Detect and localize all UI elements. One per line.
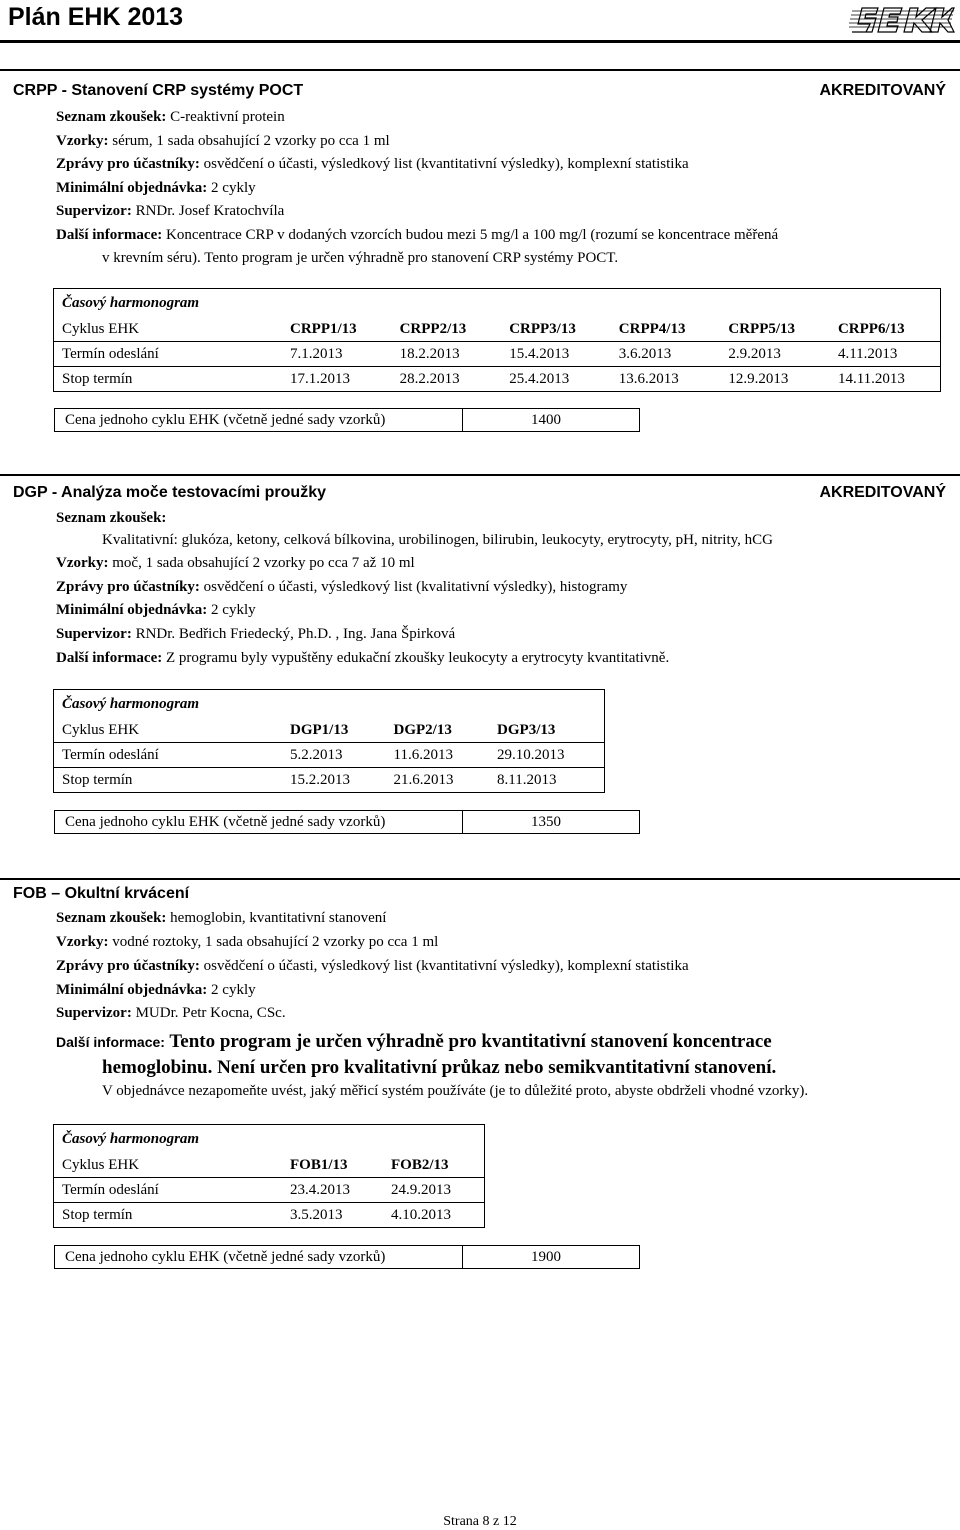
send-label: Termín odeslání [54,1178,282,1203]
cycle-cell: CRPP1/13 [282,317,392,342]
price-box-crpp [54,408,640,432]
page-title: Plán EHK 2013 [8,3,184,31]
header-divider [0,40,960,43]
crpp-min-order: Minimální objednávka: 2 cykly [56,180,256,196]
cycle-cell: CRPP4/13 [611,317,721,342]
cycle-cell: FOB1/13 [282,1153,383,1178]
send-cell: 5.2.2013 [282,743,386,768]
fob-min-order: Minimální objednávka: 2 cykly [56,982,256,998]
send-label: Termín odeslání [54,743,282,768]
send-cell: 2.9.2013 [720,342,830,367]
accredited-badge: AKREDITOVANÝ [819,484,946,501]
dgp-samples: Vzorky: moč, 1 sada obsahující 2 vzorky po cca 7 až 10 ml [56,555,415,571]
cycle-cell: CRPP2/13 [392,317,502,342]
send-cell: 15.4.2013 [501,342,611,367]
send-cell: 24.9.2013 [383,1178,484,1203]
stop-cell: 21.6.2013 [393,771,454,788]
fob-reports: Zprávy pro účastníky: osvědčení o účasti, výsledkový list (kvantitativní výsledky), komplexní statistika [56,958,689,974]
fob-samples: Vzorky: vodné roztoky, 1 sada obsahující 2 vzorky po cca 1 ml [56,934,439,950]
stop-cell: 13.6.2013 [618,370,679,387]
fob-info: Další informace: Tento program je určen výhradně pro kvantitativní stanovení koncentrace [56,1031,772,1052]
price-label: Cena jednoho cyklu EHK (včetně jedné sady vzorků) [55,1246,463,1268]
schedule-caption: Časový harmonogram [62,695,200,712]
stop-cell: 3.5.2013 [290,1206,343,1223]
cycle-label: Cyklus EHK [54,317,282,342]
stop-cell: 14.11.2013 [837,370,905,387]
send-cell: 23.4.2013 [282,1178,383,1203]
stop-cell: 25.4.2013 [509,370,570,387]
crpp-samples: Vzorky: sérum, 1 sada obsahující 2 vzorky po cca 1 ml [56,133,390,149]
accredited-badge: AKREDITOVANÝ [819,82,946,99]
section-divider [0,69,960,71]
send-cell: 7.1.2013 [282,342,392,367]
crpp-info: Další informace: Koncentrace CRP v dodaných vzorcích budou mezi 5 mg/l a 100 mg/l (rozumí se koncentrace měřená [56,227,779,243]
stop-label: Stop termín [62,1206,133,1223]
send-cell: 29.10.2013 [489,743,604,768]
section-title-dgp: DGP - Analýza moče testovacími proužky [13,484,326,501]
stop-cell: 4.10.2013 [391,1206,451,1223]
price-box-dgp [54,810,640,834]
schedule-table-crpp [54,289,940,391]
cycle-label: Cyklus EHK [54,1153,282,1178]
cycle-cell: FOB2/13 [383,1153,484,1178]
cycle-cell: CRPP5/13 [720,317,830,342]
schedule-caption: Časový harmonogram [62,1130,200,1147]
dgp-tests: Seznam zkoušek: [56,510,167,526]
fob-tests: Seznam zkoušek: hemoglobin, kvantitativní stanovení [56,910,387,926]
schedule-table-fob [54,1125,484,1227]
send-label: Termín odeslání [54,342,282,367]
dgp-reports: Zprávy pro účastníky: osvědčení o účasti, výsledkový list (kvalitativní výsledky), histogramy [56,579,628,595]
crpp-info-cont: v krevním séru). Tento program je určen výhradně pro stanovení CRP systémy POCT. [102,250,619,266]
price-value: 1400 [531,412,561,428]
price-value: 1350 [531,814,561,830]
crpp-supervisor: Supervizor: RNDr. Josef Kratochvíla [56,203,285,219]
sekk-logo-icon [848,2,956,38]
schedule-caption: Časový harmonogram [62,294,200,311]
price-label: Cena jednoho cyklu EHK (včetně jedné sady vzorků) [55,811,463,833]
price-value: 1900 [531,1249,561,1265]
fob-info-note: V objednávce nezapomeňte uvést, jaký měřicí systém používáte (je to důležité proto, abyste obdrželi vhodné vzorky). [102,1083,809,1099]
stop-cell: 8.11.2013 [497,771,557,788]
send-cell: 18.2.2013 [392,342,502,367]
schedule-table-dgp [54,690,604,792]
stop-cell: 12.9.2013 [728,370,789,387]
section-title-crpp: CRPP - Stanovení CRP systémy POCT [13,82,304,99]
cycle-cell: DGP1/13 [282,718,386,743]
cycle-label: Cyklus EHK [54,718,282,743]
fob-supervisor: Supervizor: MUDr. Petr Kocna, CSc. [56,1005,286,1021]
section-divider [0,474,960,476]
dgp-supervisor: Supervizor: RNDr. Bedřich Friedecký, Ph.D. , Ing. Jana Špirková [56,626,456,642]
page-number: Strana 8 z 12 [443,1514,517,1529]
price-label: Cena jednoho cyklu EHK (včetně jedné sady vzorků) [55,409,463,431]
price-box-fob [54,1245,640,1269]
dgp-min-order: Minimální objednávka: 2 cykly [56,602,256,618]
dgp-info: Další informace: Z programu byly vypuštěny edukační zkoušky leukocyty a erytrocyty kvantitativně. [56,650,670,666]
cycle-cell: DGP2/13 [386,718,490,743]
send-cell: 3.6.2013 [611,342,721,367]
dgp-tests-values: Kvalitativní: glukóza, ketony, celková bílkovina, urobilinogen, bilirubin, leukocyty, erytrocyty, pH, nitrity, hCG [102,532,773,548]
fob-info-cont: hemoglobinu. Není určen pro kvalitativní průkaz nebo semikvantitativní stanovení. [102,1057,777,1078]
stop-label: Stop termín [62,370,133,387]
stop-cell: 17.1.2013 [290,370,350,387]
stop-cell: 15.2.2013 [290,771,350,788]
send-cell: 11.6.2013 [386,743,490,768]
crpp-reports: Zprávy pro účastníky: osvědčení o účasti, výsledkový list (kvantitativní výsledky), komplexní statistika [56,156,689,172]
cycle-cell: DGP3/13 [489,718,604,743]
stop-label: Stop termín [62,771,133,788]
stop-cell: 28.2.2013 [399,370,460,387]
section-divider [0,878,960,880]
crpp-tests: Seznam zkoušek: C-reaktivní protein [56,109,285,125]
section-title-fob: FOB – Okultní krvácení [13,885,190,902]
cycle-cell: CRPP3/13 [501,317,611,342]
page-header [0,0,960,44]
cycle-cell: CRPP6/13 [830,317,940,342]
send-cell: 4.11.2013 [830,342,940,367]
